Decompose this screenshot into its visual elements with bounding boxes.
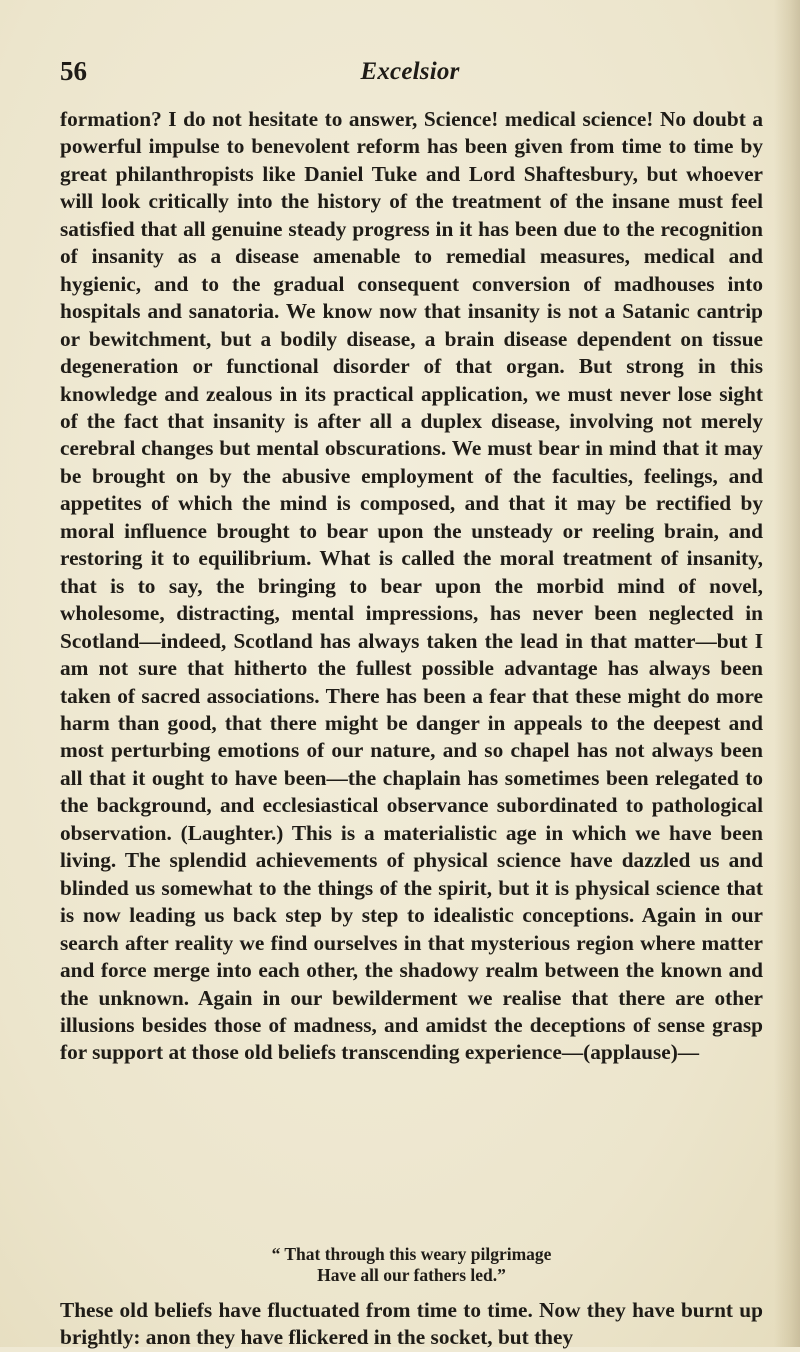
page-header bbox=[60, 56, 760, 92]
closing-paragraph: These old beliefs have fluctuated from time to time. Now they have burnt up brightly: anon they have flickered in the socket, but they bbox=[60, 1298, 763, 1350]
running-head: Excelsior bbox=[360, 58, 460, 85]
quote-line: “ That through this weary pilgrimage bbox=[271, 1244, 552, 1264]
page-number: 56 bbox=[60, 56, 87, 86]
quote-line: Have all our fathers led.” bbox=[317, 1265, 506, 1285]
body-paragraph: formation? I do not hesitate to answer, Science! medical science! No doubt a powerful impulse to benevolent reform has been given from time to time by great philanthropists like Daniel Tuke and Lord Shaftesbury, but whoever will look critically into the history of the treatment of the insane must feel satisfied that all genuine steady progress in it has been due to the recognition of insanity as a disease amenable to remedial measures, medical and hygienic, and to the gradual consequent conversion of madhouses into hospitals and sanatoria. We know now that insanity is not a Satanic cantrip or bewitchment, but a bodily disease, a brain disease dependent on tissue degeneration or functional disorder of that organ. But strong in this knowledge and zealous in its practical application, we must never lose sight of the fact that insanity is after all a duplex disease, involving not merely cerebral changes but mental obscurations. We must bear in mind that it may be brought on by the abusive employment of the faculties, feelings, and appetites of which the mind is composed, and that it may be rectified by moral influence brought to bear upon the unsteady or reeling brain, and restoring it to equilibrium. What is called the moral treatment of insanity, that is to say, the bringing to bear upon the morbid mind of novel, wholesome, distracting, mental impressions, has never been neglected in Scotland—indeed, Scotland has always taken the lead in that matter—but I am not sure that hitherto the fullest possible advantage has always been taken of sacred associations. There has been a fear that these might do more harm than good, that there might be danger in appeals to the deepest and most perturbing emotions of our nature, and so chapel has not always been all that it ought to have been—the chaplain has sometimes been relegated to the background, and ecclesiastical observance subordinated to pathological observation. (Laughter.) This is a materialistic age in which we have been living. The splendid achievements of physical science have dazzled us and blinded us somewhat to the things of the spirit, but it is physical science that is now leading us back step by step to idealistic conceptions. Again in our search after reality we find ourselves in that mysterious region where matter and force merge into each other, the shadowy realm between the known and the unknown. Again in our bewilderment we realise that there are other illusions besides those of madness, and amidst the deceptions of sense grasp for support at those old beliefs transcending experience—(applause)— bbox=[60, 107, 763, 1065]
page-edge-shadow bbox=[774, 0, 800, 1347]
